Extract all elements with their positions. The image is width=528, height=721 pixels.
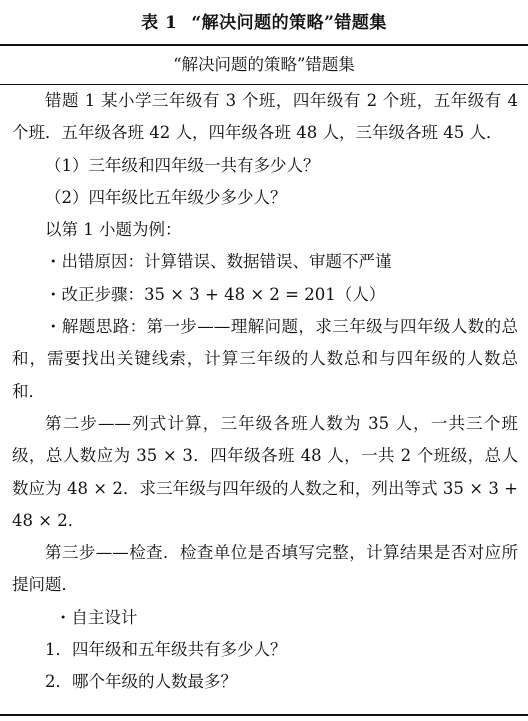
solution-step-3: 第三步——检查．检查单位是否填写完整，计算结果是否对应所提问题． [12,543,518,595]
self-design-title: ・自主设计 [54,607,138,627]
correction-steps: ・改正步骤：35 × 3 + 48 × 2 = 201（人） [45,284,386,304]
table-number: 表 1 [141,13,178,33]
solution-step-1: ・解题思路：第一步——理解问题，求三年级与四年级人数的总和，需要找出关键线索，计算三年级的人数总和与四年级的人数总和． [12,317,518,401]
table-body [0,85,528,699]
problem-statement: 错题 1 某小学三年级有 3 个班，四年级有 2 个班，五年级有 4 个班．五年级各班 42 人，四年级各班 48 人，三年级各班 45 人． [12,91,518,143]
table-caption-title: “解决问题的策略”错题集 [191,13,387,33]
question-2: （2）四年级比五年级少多少人？ [45,187,287,207]
solution-step-2: 第二步——列式计算，三年级各班人数为 35 人，一共三个班级，总人数应为 35 × 3．四年级各班 48 人，一共 2 个班级，总人数应为 48 × 2．求三年级与四年级的人数之和，列出等式 35 × 3 + 48 × 2． [12,413,518,530]
self-design-question-1: 1．四年级和五年级共有多少人？ [45,640,287,660]
table-header: “解决问题的策略”错题集 [0,46,528,85]
question-1: （1）三年级和四年级一共有多少人？ [45,155,320,175]
self-design-question-2: 2．哪个年级的人数最多？ [45,672,237,692]
error-cause: ・出错原因：计算错误、数据错误、审题不严谨 [45,252,392,272]
error-collection-table [0,44,528,716]
table-caption [0,8,528,33]
example-intro: 以第 1 小题为例： [45,220,182,240]
